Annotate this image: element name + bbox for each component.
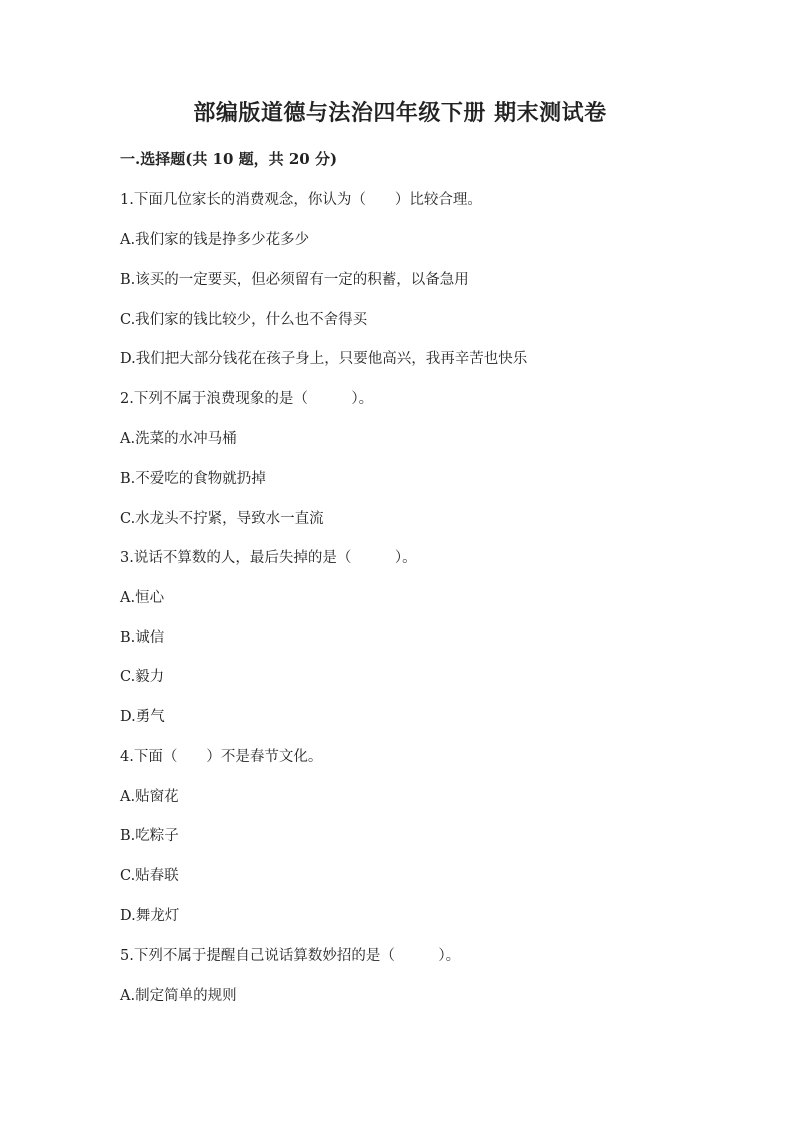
section-heading: 一.选择题(共 10 题，共 20 分) <box>120 150 338 168</box>
answer-option: C.贴春联 <box>120 868 179 884</box>
answer-option: D.勇气 <box>120 709 165 725</box>
answer-option: C.我们家的钱比较少，什么也不舍得买 <box>120 312 368 328</box>
question-text: 2.下列不属于浪费现象的是（ ）。 <box>120 391 374 407</box>
answer-option: B.该买的一定要买，但必须留有一定的积蓄，以备急用 <box>120 272 469 288</box>
answer-option: A.洗菜的水冲马桶 <box>120 431 237 447</box>
answer-option: C.水龙头不拧紧，导致水一直流 <box>120 511 324 527</box>
question-text: 1.下面几位家长的消费观念，你认为（ ）比较合理。 <box>120 192 482 208</box>
answer-option: A.贴窗花 <box>120 789 179 805</box>
answer-option: B.吃粽子 <box>120 828 179 844</box>
page-title: 部编版道德与法治四年级下册 期末测试卷 <box>193 100 607 126</box>
answer-option: D.我们把大部分钱花在孩子身上，只要他高兴，我再辛苦也快乐 <box>120 351 528 367</box>
question-text: 3.说话不算数的人，最后失掉的是（ ）。 <box>120 550 417 566</box>
question-text: 4.下面（ ）不是春节文化。 <box>120 749 323 765</box>
answer-option: B.不爱吃的食物就扔掉 <box>120 471 266 487</box>
answer-option: B.诚信 <box>120 630 165 646</box>
answer-option: A.我们家的钱是挣多少花多少 <box>120 232 310 248</box>
answer-option: A.制定简单的规则 <box>120 988 237 1004</box>
question-text: 5.下列不属于提醒自己说话算数妙招的是（ ）。 <box>120 948 461 964</box>
answer-option: C.毅力 <box>120 669 165 685</box>
answer-option: A.恒心 <box>120 590 165 606</box>
answer-option: D.舞龙灯 <box>120 908 180 924</box>
